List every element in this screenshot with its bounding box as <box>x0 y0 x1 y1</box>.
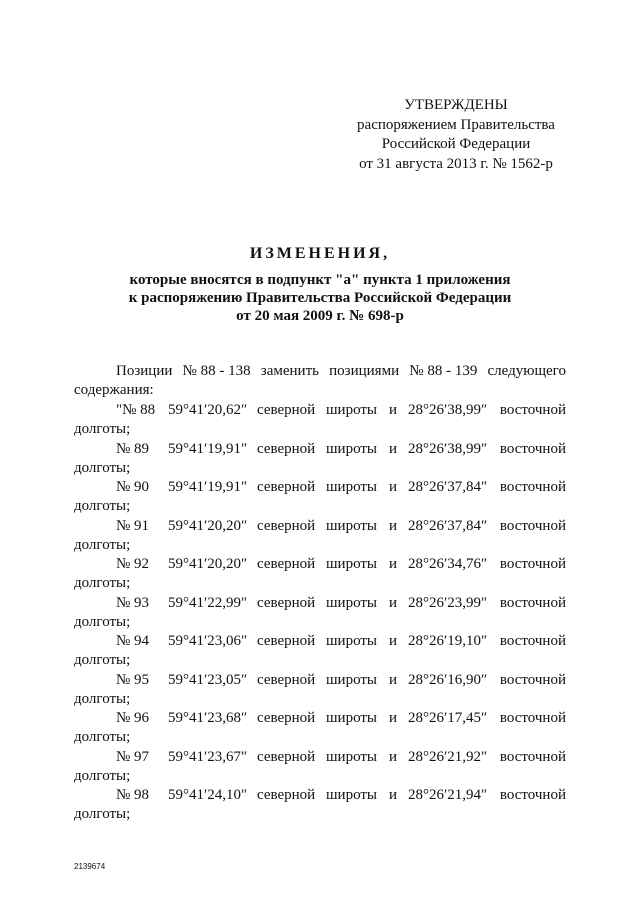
entry-main-line <box>74 440 566 459</box>
position-number: "№ 88 <box>116 402 156 418</box>
and-label: и <box>389 671 398 688</box>
north-label: северной <box>257 594 316 611</box>
document-number: 2139674 <box>74 862 106 871</box>
latitude-value: 59°41′19,91″ <box>168 440 248 457</box>
east-label: восточной <box>499 479 566 495</box>
north-label: северной <box>257 440 316 457</box>
longitude-value: 28°26′19,10″ <box>408 633 488 649</box>
position-number: № 92 <box>116 556 150 572</box>
north-label: северной <box>257 671 316 688</box>
intro-word: заменить <box>260 363 319 379</box>
latitude-label: широты <box>326 748 378 765</box>
coordinate-entry <box>74 748 566 787</box>
and-label: и <box>389 402 398 418</box>
position-number: № 94 <box>116 633 150 649</box>
and-label: и <box>389 479 398 495</box>
approval-line-2: Российской Федерации <box>381 136 531 152</box>
intro-word: № 88 - 138 <box>182 363 251 379</box>
latitude-label: широты <box>326 556 378 572</box>
latitude-label: широты <box>326 517 378 534</box>
longitude-value: 28°26′34,76″ <box>408 556 488 572</box>
and-label: и <box>389 710 398 726</box>
and-label: и <box>389 748 398 765</box>
entry-main-line <box>74 594 566 613</box>
east-label: восточной <box>499 594 566 611</box>
coordinate-entry <box>74 555 566 594</box>
north-label: северной <box>257 402 316 418</box>
entry-main-line <box>74 709 566 728</box>
latitude-label: широты <box>326 402 378 418</box>
latitude-value: 59°41′19,91″ <box>168 479 248 495</box>
coordinate-entry <box>74 671 566 710</box>
position-number: № 93 <box>116 594 150 611</box>
east-label: восточной <box>499 787 566 803</box>
intro-paragraph <box>74 362 566 400</box>
latitude-label: широты <box>326 633 378 649</box>
longitude-label: долготы; <box>74 498 131 514</box>
and-label: и <box>389 517 398 534</box>
entry-main-line <box>74 401 566 420</box>
position-number: № 90 <box>116 479 150 495</box>
north-label: северной <box>257 787 316 803</box>
latitude-value: 59°41′23,67″ <box>168 748 248 765</box>
longitude-label: долготы; <box>74 806 131 822</box>
longitude-value: 28°26′23,99″ <box>408 594 488 611</box>
heading-line-2: к распоряжению Правительства Российской Федерации <box>128 290 512 306</box>
latitude-value: 59°41′23,05″ <box>168 671 248 688</box>
longitude-label: долготы; <box>74 575 131 591</box>
longitude-label: долготы; <box>74 652 131 668</box>
position-number: № 98 <box>116 787 150 803</box>
coordinate-list <box>74 401 566 825</box>
approval-title: УТВЕРЖДЕНЫ <box>404 97 508 113</box>
latitude-value: 59°41′20,20″ <box>168 556 248 572</box>
longitude-value: 28°26′16,90″ <box>408 671 488 688</box>
entry-main-line <box>74 671 566 690</box>
approval-block <box>340 96 572 174</box>
intro-line-2: содержания: <box>74 382 154 398</box>
intro-word: Позиции <box>116 363 173 379</box>
coordinate-entry <box>74 401 566 440</box>
position-number: № 89 <box>116 440 150 457</box>
position-number: № 91 <box>116 517 150 534</box>
position-number: № 95 <box>116 671 150 688</box>
heading-line-3: от 20 мая 2009 г. № 698-р <box>236 308 404 324</box>
entry-main-line <box>74 478 566 497</box>
latitude-label: широты <box>326 671 378 688</box>
latitude-label: широты <box>326 440 378 457</box>
and-label: и <box>389 594 398 611</box>
north-label: северной <box>257 748 316 765</box>
longitude-value: 28°26′37,84″ <box>408 479 488 495</box>
longitude-value: 28°26′38,99″ <box>408 440 488 457</box>
east-label: восточной <box>499 710 566 726</box>
entry-main-line <box>74 786 566 805</box>
approval-line-3: от 31 августа 2013 г. № 1562-р <box>359 155 553 172</box>
east-label: восточной <box>499 671 566 688</box>
latitude-value: 59°41′24,10″ <box>168 787 248 803</box>
intro-word: № 88 - 139 <box>409 363 478 379</box>
latitude-value: 59°41′22,99″ <box>168 594 248 611</box>
longitude-label: долготы; <box>74 690 131 707</box>
approval-line-1: распоряжением Правительства <box>357 116 555 133</box>
longitude-label: долготы; <box>74 459 131 476</box>
latitude-value: 59°41′23,06″ <box>168 633 248 649</box>
east-label: восточной <box>499 402 566 418</box>
and-label: и <box>389 556 398 572</box>
longitude-label: долготы; <box>74 767 131 784</box>
north-label: северной <box>257 556 316 572</box>
north-label: северной <box>257 479 316 495</box>
latitude-value: 59°41′23,68″ <box>168 710 248 726</box>
east-label: восточной <box>499 517 566 534</box>
north-label: северной <box>257 710 316 726</box>
entry-main-line <box>74 517 566 536</box>
position-number: № 97 <box>116 748 150 765</box>
north-label: северной <box>257 633 316 649</box>
latitude-value: 59°41′20,62″ <box>168 402 248 418</box>
intro-line-1 <box>74 362 566 381</box>
and-label: и <box>389 440 398 457</box>
longitude-label: долготы; <box>74 613 131 630</box>
longitude-value: 28°26′21,94″ <box>408 787 488 803</box>
and-label: и <box>389 633 398 649</box>
and-label: и <box>389 787 398 803</box>
coordinate-entry <box>74 517 566 556</box>
longitude-value: 28°26′37,84″ <box>408 517 488 534</box>
document-heading <box>60 243 580 325</box>
longitude-value: 28°26′21,92″ <box>408 748 488 765</box>
coordinate-entry <box>74 632 566 671</box>
longitude-label: долготы; <box>74 421 131 437</box>
coordinate-entry <box>74 594 566 633</box>
entry-main-line <box>74 748 566 767</box>
intro-word: следующего <box>487 363 566 379</box>
coordinate-entry <box>74 440 566 479</box>
north-label: северной <box>257 517 316 534</box>
heading-line-1: которые вносятся в подпункт "а" пункта 1 приложения <box>129 272 511 288</box>
east-label: восточной <box>499 440 566 457</box>
latitude-label: широты <box>326 710 378 726</box>
entry-main-line <box>74 555 566 574</box>
east-label: восточной <box>499 748 566 765</box>
position-number: № 96 <box>116 710 150 726</box>
latitude-label: широты <box>326 479 378 495</box>
latitude-value: 59°41′20,20″ <box>168 517 248 534</box>
east-label: восточной <box>499 556 566 572</box>
latitude-label: широты <box>326 787 378 803</box>
intro-word: позициями <box>329 363 400 379</box>
longitude-value: 28°26′17,45″ <box>408 710 488 726</box>
east-label: восточной <box>499 633 566 649</box>
heading-title: ИЗМЕНЕНИЯ, <box>249 245 391 262</box>
entry-main-line <box>74 632 566 651</box>
longitude-label: долготы; <box>74 536 131 553</box>
coordinate-entry <box>74 709 566 748</box>
coordinate-entry <box>74 786 566 825</box>
longitude-value: 28°26′38,99″ <box>408 402 488 418</box>
longitude-label: долготы; <box>74 729 131 745</box>
latitude-label: широты <box>326 594 378 611</box>
coordinate-entry <box>74 478 566 517</box>
